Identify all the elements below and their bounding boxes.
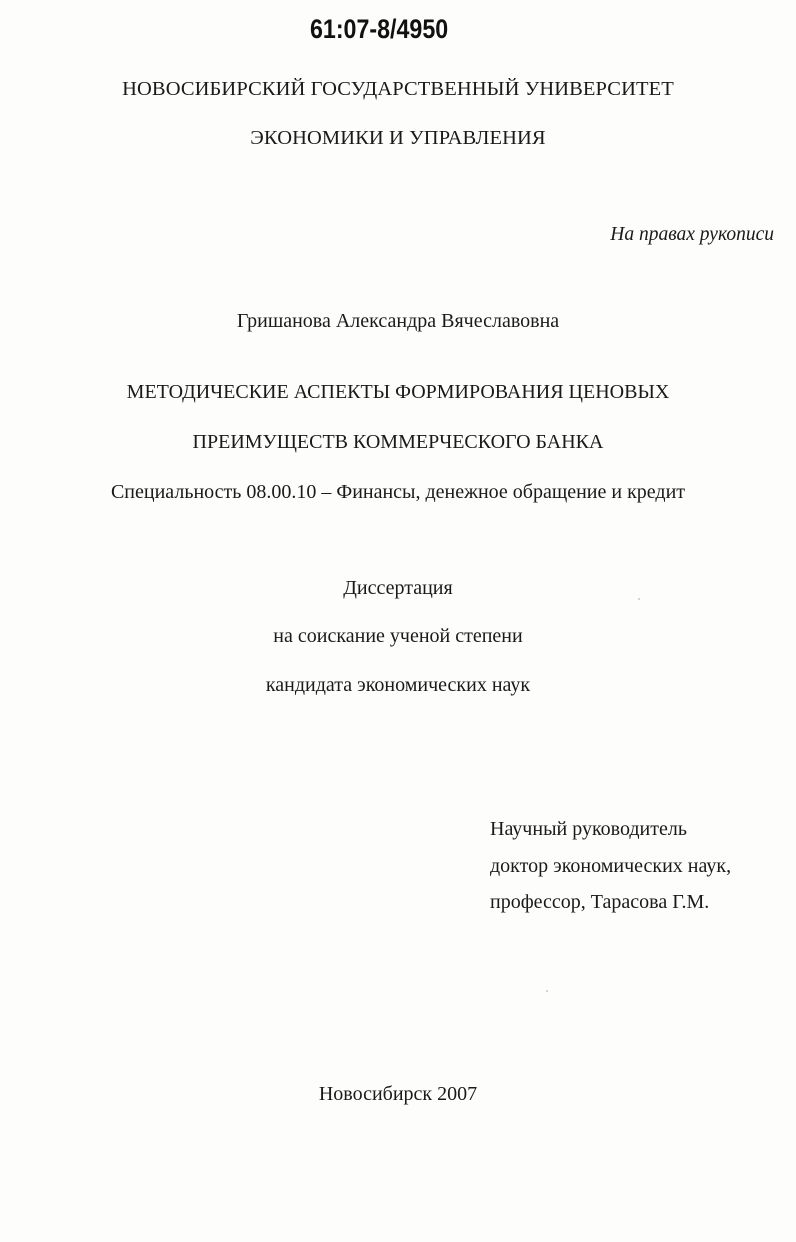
author-name: Гришанова Александра Вячеславовна	[236, 310, 560, 332]
supervisor-line3: профессор, Тарасова Г.М.	[490, 891, 710, 913]
archive-stamp: 61:07-8/4950	[310, 14, 449, 44]
city-year: Новосибирск 2007	[318, 1083, 478, 1105]
degree-line1: Диссертация	[343, 577, 453, 599]
specialty: Специальность 08.00.10 – Финансы, денежное обращение и кредит	[110, 481, 686, 503]
degree-line2: на соискание ученой степени	[273, 625, 523, 647]
degree-line3: кандидата экономических наук	[265, 674, 531, 696]
scan-speck	[546, 990, 548, 992]
supervisor-line2: доктор экономических наук,	[490, 855, 732, 877]
manuscript-note: На правах рукописи	[610, 224, 774, 245]
university-name-line2: ЭКОНОМИКИ И УПРАВЛЕНИЯ	[250, 127, 546, 149]
university-name-line1: НОВОСИБИРСКИЙ ГОСУДАРСТВЕННЫЙ УНИВЕРСИТЕТ	[122, 78, 674, 100]
supervisor-line1: Научный руководитель	[490, 818, 687, 840]
scan-speck	[638, 598, 640, 600]
thesis-title-line1: МЕТОДИЧЕСКИЕ АСПЕКТЫ ФОРМИРОВАНИЯ ЦЕНОВЫХ	[126, 381, 670, 403]
thesis-title-line2: ПРЕИМУЩЕСТВ КОММЕРЧЕСКОГО БАНКА	[192, 431, 604, 453]
